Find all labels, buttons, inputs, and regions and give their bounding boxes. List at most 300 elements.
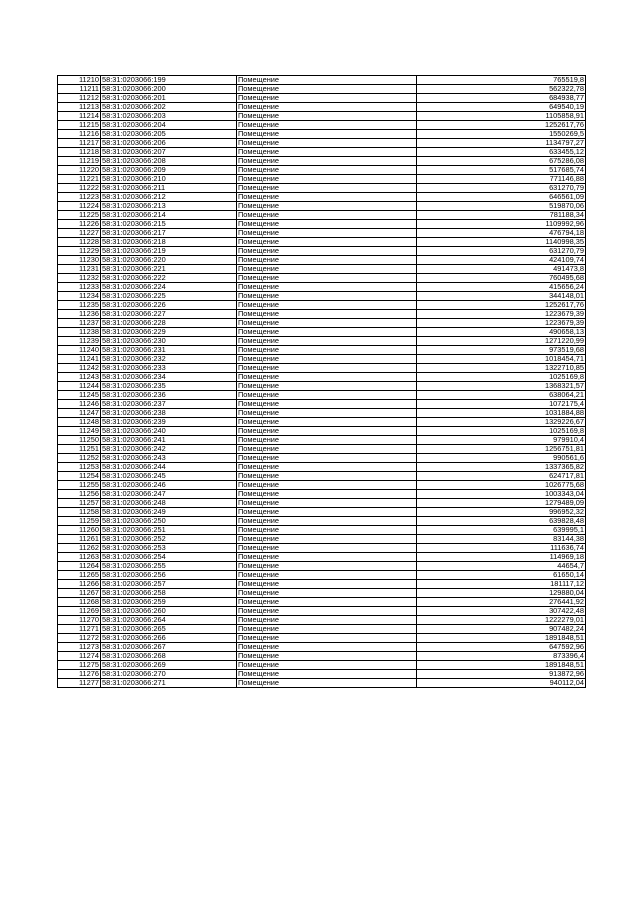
table-row: [58, 328, 586, 337]
row-number-cell: 11217: [58, 139, 101, 148]
table-row: [58, 229, 586, 238]
row-number-cell: 11211: [58, 85, 101, 94]
cadastral-number-cell: 58:31:0203066:203: [101, 112, 237, 121]
row-number-cell: 11245: [58, 391, 101, 400]
table-row: [58, 121, 586, 130]
table-row: [58, 454, 586, 463]
object-type-cell: Помещение: [237, 544, 417, 553]
table-row: [58, 193, 586, 202]
row-number-cell: 11221: [58, 175, 101, 184]
cadastral-value-cell: 1322710,85: [417, 364, 586, 373]
row-number-cell: 11262: [58, 544, 101, 553]
cadastral-number-cell: 58:31:0203066:258: [101, 589, 237, 598]
cadastral-number-cell: 58:31:0203066:224: [101, 283, 237, 292]
cadastral-value-cell: 1018454,71: [417, 355, 586, 364]
table-row: [58, 94, 586, 103]
cadastral-number-cell: 58:31:0203066:229: [101, 328, 237, 337]
object-type-cell: Помещение: [237, 580, 417, 589]
cadastral-number-cell: 58:31:0203066:232: [101, 355, 237, 364]
cadastral-number-cell: 58:31:0203066:245: [101, 472, 237, 481]
cadastral-number-cell: 58:31:0203066:254: [101, 553, 237, 562]
cadastral-number-cell: 58:31:0203066:239: [101, 418, 237, 427]
table-row: [58, 580, 586, 589]
cadastral-value-cell: 760495,68: [417, 274, 586, 283]
cadastral-value-cell: 1134797,27: [417, 139, 586, 148]
object-type-cell: Помещение: [237, 589, 417, 598]
row-number-cell: 11276: [58, 670, 101, 679]
cadastral-value-cell: 1140998,35: [417, 238, 586, 247]
cadastral-number-cell: 58:31:0203066:246: [101, 481, 237, 490]
cadastral-value-cell: 111636,74: [417, 544, 586, 553]
cadastral-number-cell: 58:31:0203066:218: [101, 238, 237, 247]
object-type-cell: Помещение: [237, 103, 417, 112]
row-number-cell: 11224: [58, 202, 101, 211]
row-number-cell: 11253: [58, 463, 101, 472]
cadastral-value-cell: 491473,8: [417, 265, 586, 274]
cadastral-number-cell: 58:31:0203066:270: [101, 670, 237, 679]
row-number-cell: 11265: [58, 571, 101, 580]
object-type-cell: Помещение: [237, 175, 417, 184]
row-number-cell: 11249: [58, 427, 101, 436]
object-type-cell: Помещение: [237, 508, 417, 517]
cadastral-value-table: [57, 75, 586, 688]
cadastral-value-cell: 1026775,68: [417, 481, 586, 490]
object-type-cell: Помещение: [237, 85, 417, 94]
row-number-cell: 11231: [58, 265, 101, 274]
table-row: [58, 634, 586, 643]
table-row: [58, 607, 586, 616]
table-row: [58, 157, 586, 166]
cadastral-number-cell: 58:31:0203066:207: [101, 148, 237, 157]
cadastral-number-cell: 58:31:0203066:257: [101, 580, 237, 589]
row-number-cell: 11261: [58, 535, 101, 544]
row-number-cell: 11220: [58, 166, 101, 175]
object-type-cell: Помещение: [237, 76, 417, 85]
row-number-cell: 11236: [58, 310, 101, 319]
cadastral-number-cell: 58:31:0203066:233: [101, 364, 237, 373]
object-type-cell: Помещение: [237, 292, 417, 301]
row-number-cell: 11237: [58, 319, 101, 328]
cadastral-number-cell: 58:31:0203066:265: [101, 625, 237, 634]
object-type-cell: Помещение: [237, 400, 417, 409]
cadastral-number-cell: 58:31:0203066:255: [101, 562, 237, 571]
cadastral-value-cell: 638064,21: [417, 391, 586, 400]
object-type-cell: Помещение: [237, 193, 417, 202]
row-number-cell: 11264: [58, 562, 101, 571]
row-number-cell: 11232: [58, 274, 101, 283]
object-type-cell: Помещение: [237, 139, 417, 148]
object-type-cell: Помещение: [237, 517, 417, 526]
cadastral-number-cell: 58:31:0203066:231: [101, 346, 237, 355]
row-number-cell: 11218: [58, 148, 101, 157]
row-number-cell: 11213: [58, 103, 101, 112]
table-row: [58, 553, 586, 562]
table-row: [58, 301, 586, 310]
cadastral-value-cell: 307422,48: [417, 607, 586, 616]
object-type-cell: Помещение: [237, 418, 417, 427]
cadastral-number-cell: 58:31:0203066:204: [101, 121, 237, 130]
object-type-cell: Помещение: [237, 319, 417, 328]
row-number-cell: 11250: [58, 436, 101, 445]
object-type-cell: Помещение: [237, 526, 417, 535]
table-row: [58, 517, 586, 526]
cadastral-value-cell: 1368321,57: [417, 382, 586, 391]
table-row: [58, 220, 586, 229]
cadastral-number-cell: 58:31:0203066:267: [101, 643, 237, 652]
row-number-cell: 11263: [58, 553, 101, 562]
object-type-cell: Помещение: [237, 112, 417, 121]
object-type-cell: Помещение: [237, 436, 417, 445]
row-number-cell: 11227: [58, 229, 101, 238]
cadastral-value-cell: 1222279,01: [417, 616, 586, 625]
table-row: [58, 679, 586, 688]
cadastral-number-cell: 58:31:0203066:242: [101, 445, 237, 454]
row-number-cell: 11271: [58, 625, 101, 634]
cadastral-number-cell: 58:31:0203066:269: [101, 661, 237, 670]
object-type-cell: Помещение: [237, 301, 417, 310]
row-number-cell: 11223: [58, 193, 101, 202]
object-type-cell: Помещение: [237, 283, 417, 292]
table-row: [58, 463, 586, 472]
cadastral-number-cell: 58:31:0203066:210: [101, 175, 237, 184]
table-row: [58, 103, 586, 112]
object-type-cell: Помещение: [237, 598, 417, 607]
row-number-cell: 11277: [58, 679, 101, 688]
table-body: [58, 76, 586, 688]
table-row: [58, 85, 586, 94]
table-row: [58, 184, 586, 193]
table-row: [58, 346, 586, 355]
cadastral-number-cell: 58:31:0203066:268: [101, 652, 237, 661]
row-number-cell: 11240: [58, 346, 101, 355]
cadastral-number-cell: 58:31:0203066:252: [101, 535, 237, 544]
object-type-cell: Помещение: [237, 265, 417, 274]
cadastral-value-cell: 44654,7: [417, 562, 586, 571]
row-number-cell: 11258: [58, 508, 101, 517]
cadastral-number-cell: 58:31:0203066:271: [101, 679, 237, 688]
object-type-cell: Помещение: [237, 607, 417, 616]
table-row: [58, 589, 586, 598]
row-number-cell: 11270: [58, 616, 101, 625]
cadastral-number-cell: 58:31:0203066:201: [101, 94, 237, 103]
table-row: [58, 670, 586, 679]
object-type-cell: Помещение: [237, 130, 417, 139]
object-type-cell: Помещение: [237, 490, 417, 499]
row-number-cell: 11233: [58, 283, 101, 292]
cadastral-value-cell: 639995,1: [417, 526, 586, 535]
table-row: [58, 166, 586, 175]
cadastral-number-cell: 58:31:0203066:205: [101, 130, 237, 139]
object-type-cell: Помещение: [237, 256, 417, 265]
row-number-cell: 11239: [58, 337, 101, 346]
cadastral-value-cell: 129880,04: [417, 589, 586, 598]
row-number-cell: 11257: [58, 499, 101, 508]
row-number-cell: 11252: [58, 454, 101, 463]
table-row: [58, 292, 586, 301]
cadastral-value-cell: 631270,79: [417, 184, 586, 193]
cadastral-value-cell: 519870,06: [417, 202, 586, 211]
object-type-cell: Помещение: [237, 355, 417, 364]
cadastral-value-cell: 1550269,5: [417, 130, 586, 139]
cadastral-value-cell: 1072175,4: [417, 400, 586, 409]
object-type-cell: Помещение: [237, 337, 417, 346]
cadastral-number-cell: 58:31:0203066:238: [101, 409, 237, 418]
row-number-cell: 11243: [58, 373, 101, 382]
row-number-cell: 11242: [58, 364, 101, 373]
row-number-cell: 11274: [58, 652, 101, 661]
cadastral-number-cell: 58:31:0203066:206: [101, 139, 237, 148]
cadastral-number-cell: 58:31:0203066:244: [101, 463, 237, 472]
table-row: [58, 283, 586, 292]
cadastral-number-cell: 58:31:0203066:226: [101, 301, 237, 310]
object-type-cell: Помещение: [237, 661, 417, 670]
cadastral-value-cell: 639828,48: [417, 517, 586, 526]
table-row: [58, 175, 586, 184]
cadastral-number-cell: 58:31:0203066:240: [101, 427, 237, 436]
row-number-cell: 11215: [58, 121, 101, 130]
row-number-cell: 11255: [58, 481, 101, 490]
object-type-cell: Помещение: [237, 202, 417, 211]
cadastral-value-cell: 415656,24: [417, 283, 586, 292]
cadastral-number-cell: 58:31:0203066:211: [101, 184, 237, 193]
object-type-cell: Помещение: [237, 643, 417, 652]
object-type-cell: Помещение: [237, 481, 417, 490]
cadastral-value-cell: 1279489,09: [417, 499, 586, 508]
table-row: [58, 652, 586, 661]
table-row: [58, 526, 586, 535]
table-row: [58, 112, 586, 121]
cadastral-value-cell: 1337365,82: [417, 463, 586, 472]
table-row: [58, 391, 586, 400]
table-row: [58, 256, 586, 265]
cadastral-value-cell: 990561,6: [417, 454, 586, 463]
table-row: [58, 490, 586, 499]
cadastral-value-cell: 765519,8: [417, 76, 586, 85]
cadastral-value-cell: 1891848,51: [417, 634, 586, 643]
cadastral-value-cell: 940112,04: [417, 679, 586, 688]
cadastral-number-cell: 58:31:0203066:213: [101, 202, 237, 211]
object-type-cell: Помещение: [237, 121, 417, 130]
cadastral-number-cell: 58:31:0203066:222: [101, 274, 237, 283]
cadastral-number-cell: 58:31:0203066:260: [101, 607, 237, 616]
object-type-cell: Помещение: [237, 499, 417, 508]
table-row: [58, 310, 586, 319]
cadastral-number-cell: 58:31:0203066:208: [101, 157, 237, 166]
object-type-cell: Помещение: [237, 382, 417, 391]
table-row: [58, 319, 586, 328]
cadastral-number-cell: 58:31:0203066:236: [101, 391, 237, 400]
object-type-cell: Помещение: [237, 364, 417, 373]
object-type-cell: Помещение: [237, 553, 417, 562]
cadastral-value-cell: 973519,68: [417, 346, 586, 355]
object-type-cell: Помещение: [237, 670, 417, 679]
row-number-cell: 11216: [58, 130, 101, 139]
cadastral-value-cell: 647592,96: [417, 643, 586, 652]
table-row: [58, 265, 586, 274]
table-row: [58, 355, 586, 364]
object-type-cell: Помещение: [237, 247, 417, 256]
cadastral-number-cell: 58:31:0203066:251: [101, 526, 237, 535]
table-row: [58, 130, 586, 139]
cadastral-value-cell: 979910,4: [417, 436, 586, 445]
cadastral-number-cell: 58:31:0203066:234: [101, 373, 237, 382]
object-type-cell: Помещение: [237, 445, 417, 454]
row-number-cell: 11269: [58, 607, 101, 616]
row-number-cell: 11247: [58, 409, 101, 418]
row-number-cell: 11210: [58, 76, 101, 85]
table-row: [58, 238, 586, 247]
cadastral-number-cell: 58:31:0203066:247: [101, 490, 237, 499]
cadastral-number-cell: 58:31:0203066:214: [101, 211, 237, 220]
object-type-cell: Помещение: [237, 148, 417, 157]
object-type-cell: Помещение: [237, 166, 417, 175]
row-number-cell: 11246: [58, 400, 101, 409]
table-row: [58, 508, 586, 517]
object-type-cell: Помещение: [237, 211, 417, 220]
cadastral-value-cell: 83144,38: [417, 535, 586, 544]
object-type-cell: Помещение: [237, 184, 417, 193]
cadastral-value-cell: 1891848,51: [417, 661, 586, 670]
cadastral-value-cell: 1109992,96: [417, 220, 586, 229]
cadastral-number-cell: 58:31:0203066:212: [101, 193, 237, 202]
cadastral-value-cell: 873396,4: [417, 652, 586, 661]
cadastral-value-cell: 1025169,8: [417, 427, 586, 436]
object-type-cell: Помещение: [237, 472, 417, 481]
cadastral-value-cell: 114969,18: [417, 553, 586, 562]
object-type-cell: Помещение: [237, 238, 417, 247]
cadastral-value-cell: 1031884,88: [417, 409, 586, 418]
cadastral-number-cell: 58:31:0203066:228: [101, 319, 237, 328]
row-number-cell: 11234: [58, 292, 101, 301]
cadastral-number-cell: 58:31:0203066:225: [101, 292, 237, 301]
row-number-cell: 11235: [58, 301, 101, 310]
cadastral-number-cell: 58:31:0203066:248: [101, 499, 237, 508]
cadastral-number-cell: 58:31:0203066:230: [101, 337, 237, 346]
object-type-cell: Помещение: [237, 454, 417, 463]
cadastral-number-cell: 58:31:0203066:215: [101, 220, 237, 229]
cadastral-value-cell: 907482,24: [417, 625, 586, 634]
row-number-cell: 11230: [58, 256, 101, 265]
cadastral-number-cell: 58:31:0203066:220: [101, 256, 237, 265]
table-row: [58, 472, 586, 481]
object-type-cell: Помещение: [237, 346, 417, 355]
row-number-cell: 11259: [58, 517, 101, 526]
table-row: [58, 598, 586, 607]
object-type-cell: Помещение: [237, 220, 417, 229]
object-type-cell: Помещение: [237, 625, 417, 634]
cadastral-number-cell: 58:31:0203066:250: [101, 517, 237, 526]
object-type-cell: Помещение: [237, 409, 417, 418]
cadastral-value-cell: 646561,09: [417, 193, 586, 202]
object-type-cell: Помещение: [237, 274, 417, 283]
table-row: [58, 661, 586, 670]
table-row: [58, 364, 586, 373]
cadastral-value-cell: 1252617,76: [417, 121, 586, 130]
row-number-cell: 11228: [58, 238, 101, 247]
table-row: [58, 247, 586, 256]
cadastral-value-cell: 996952,32: [417, 508, 586, 517]
table-row: [58, 211, 586, 220]
table-row: [58, 643, 586, 652]
table-row: [58, 139, 586, 148]
table-row: [58, 616, 586, 625]
cadastral-value-cell: 1223679,39: [417, 319, 586, 328]
row-number-cell: 11225: [58, 211, 101, 220]
table-row: [58, 400, 586, 409]
row-number-cell: 11273: [58, 643, 101, 652]
cadastral-number-cell: 58:31:0203066:202: [101, 103, 237, 112]
cadastral-value-cell: 624717,81: [417, 472, 586, 481]
cadastral-value-cell: 781188,34: [417, 211, 586, 220]
row-number-cell: 11267: [58, 589, 101, 598]
cadastral-number-cell: 58:31:0203066:259: [101, 598, 237, 607]
cadastral-value-cell: 1105858,91: [417, 112, 586, 121]
cadastral-number-cell: 58:31:0203066:266: [101, 634, 237, 643]
row-number-cell: 11256: [58, 490, 101, 499]
cadastral-value-cell: 424109,74: [417, 256, 586, 265]
row-number-cell: 11272: [58, 634, 101, 643]
object-type-cell: Помещение: [237, 634, 417, 643]
cadastral-value-cell: 1329226,67: [417, 418, 586, 427]
cadastral-value-cell: 517685,74: [417, 166, 586, 175]
cadastral-number-cell: 58:31:0203066:227: [101, 310, 237, 319]
row-number-cell: 11214: [58, 112, 101, 121]
row-number-cell: 11244: [58, 382, 101, 391]
object-type-cell: Помещение: [237, 652, 417, 661]
cadastral-value-cell: 61650,14: [417, 571, 586, 580]
object-type-cell: Помещение: [237, 427, 417, 436]
row-number-cell: 11241: [58, 355, 101, 364]
object-type-cell: Помещение: [237, 310, 417, 319]
object-type-cell: Помещение: [237, 571, 417, 580]
cadastral-value-cell: 344148,01: [417, 292, 586, 301]
cadastral-value-cell: 276441,92: [417, 598, 586, 607]
cadastral-number-cell: 58:31:0203066:264: [101, 616, 237, 625]
row-number-cell: 11254: [58, 472, 101, 481]
object-type-cell: Помещение: [237, 229, 417, 238]
cadastral-value-cell: 181117,12: [417, 580, 586, 589]
cadastral-number-cell: 58:31:0203066:235: [101, 382, 237, 391]
table-row: [58, 436, 586, 445]
object-type-cell: Помещение: [237, 535, 417, 544]
table-row: [58, 427, 586, 436]
row-number-cell: 11260: [58, 526, 101, 535]
object-type-cell: Помещение: [237, 328, 417, 337]
row-number-cell: 11226: [58, 220, 101, 229]
object-type-cell: Помещение: [237, 94, 417, 103]
object-type-cell: Помещение: [237, 616, 417, 625]
table-row: [58, 382, 586, 391]
row-number-cell: 11219: [58, 157, 101, 166]
cadastral-value-cell: 771146,88: [417, 175, 586, 184]
cadastral-value-cell: 1025169,8: [417, 373, 586, 382]
row-number-cell: 11222: [58, 184, 101, 193]
cadastral-number-cell: 58:31:0203066:243: [101, 454, 237, 463]
object-type-cell: Помещение: [237, 391, 417, 400]
cadastral-value-cell: 1271220,99: [417, 337, 586, 346]
table-row: [58, 418, 586, 427]
cadastral-number-cell: 58:31:0203066:249: [101, 508, 237, 517]
cadastral-number-cell: 58:31:0203066:219: [101, 247, 237, 256]
cadastral-value-cell: 913872,96: [417, 670, 586, 679]
cadastral-number-cell: 58:31:0203066:237: [101, 400, 237, 409]
cadastral-value-cell: 633455,12: [417, 148, 586, 157]
cadastral-number-cell: 58:31:0203066:217: [101, 229, 237, 238]
table-row: [58, 337, 586, 346]
cadastral-number-cell: 58:31:0203066:209: [101, 166, 237, 175]
table-row: [58, 499, 586, 508]
table-row: [58, 562, 586, 571]
